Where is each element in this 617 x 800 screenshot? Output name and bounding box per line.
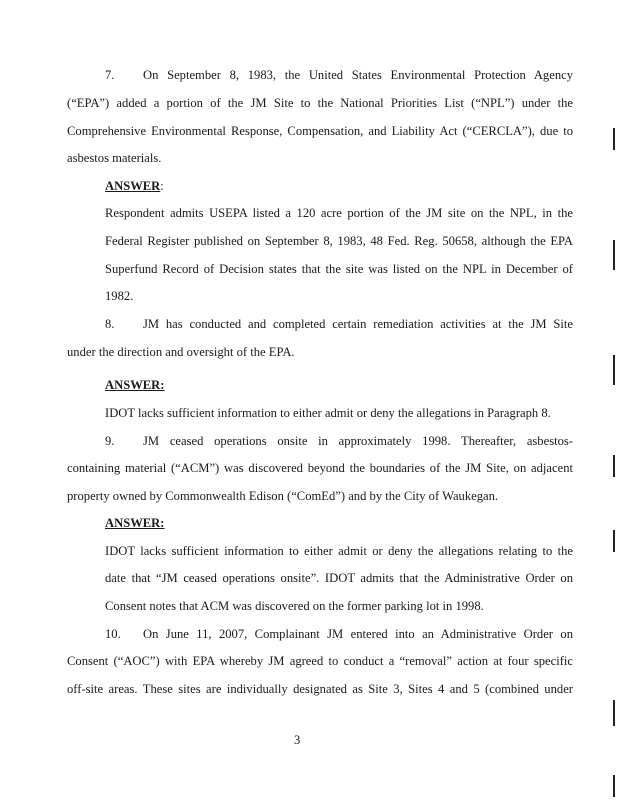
page-number: 3 xyxy=(294,733,301,747)
text-line: Federal Register published on September 8, 1983, 48 Fed. Reg. 50658, although the EPA xyxy=(105,234,573,248)
text-line: under the direction and oversight of the EPA. xyxy=(67,345,295,359)
scan-artifact-mark xyxy=(613,700,615,726)
text-line: date that “JM ceased operations onsite”. IDOT admits that the Administrative Order on xyxy=(105,571,573,585)
text-line: Consent (“AOC”) with EPA whereby JM agreed to conduct a “removal” action at four specific xyxy=(67,654,573,668)
paragraph-number: 7. xyxy=(105,68,115,82)
answer-heading xyxy=(105,178,573,194)
text-line: On June 11, 2007, Complainant JM entered into an Administrative Order on xyxy=(143,627,573,641)
scan-artifact-mark xyxy=(613,240,615,270)
text-line: Respondent admits USEPA listed a 120 acre portion of the JM site on the NPL, in the xyxy=(105,206,573,220)
text-line: On September 8, 1983, the United States Environmental Protection Agency xyxy=(143,68,573,82)
answer-heading: ANSWER: xyxy=(105,516,165,530)
answer-heading-text: ANSWER xyxy=(105,179,161,193)
scan-artifact-mark xyxy=(613,355,615,385)
text-line: JM has conducted and completed certain remediation activities at the JM Site xyxy=(143,317,573,331)
paragraph-number: 8. xyxy=(105,317,115,331)
scan-artifact-mark xyxy=(613,530,615,552)
text-line: Superfund Record of Decision states that the site was listed on the NPL in December of xyxy=(105,262,573,276)
answer-heading: ANSWER: xyxy=(105,378,165,392)
text-line: containing material (“ACM”) was discovered beyond the boundaries of the JM Site, on adjacent xyxy=(67,461,573,475)
text-line: Consent notes that ACM was discovered on the former parking lot in 1998. xyxy=(105,599,484,613)
text-line: asbestos materials. xyxy=(67,151,162,165)
text-line: 1982. xyxy=(105,289,134,303)
text-line: JM ceased operations onsite in approximately 1998. Thereafter, asbestos- xyxy=(143,434,573,448)
paragraph-number: 10. xyxy=(105,627,121,641)
text-line: IDOT lacks sufficient information to either admit or deny the allegations relating to the xyxy=(105,544,573,558)
text-line: IDOT lacks sufficient information to either admit or deny the allegations in Paragraph 8. xyxy=(105,406,551,420)
text-line: Comprehensive Environmental Response, Compensation, and Liability Act (“CERCLA”), due to xyxy=(67,124,573,138)
answer-colon: : xyxy=(160,179,164,193)
scan-artifact-mark xyxy=(613,775,615,797)
text-line: property owned by Commonwealth Edison (“ComEd”) and by the City of Waukegan. xyxy=(67,489,499,503)
text-line: off-site areas. These sites are individually designated as Site 3, Sites 4 and 5 (combined under xyxy=(67,682,573,696)
paragraph-number: 9. xyxy=(105,434,115,448)
scan-artifact-mark xyxy=(613,455,615,477)
scan-artifact-mark xyxy=(613,128,615,150)
text-line: (“EPA”) added a portion of the JM Site to the National Priorities List (“NPL”) under the xyxy=(67,96,573,110)
